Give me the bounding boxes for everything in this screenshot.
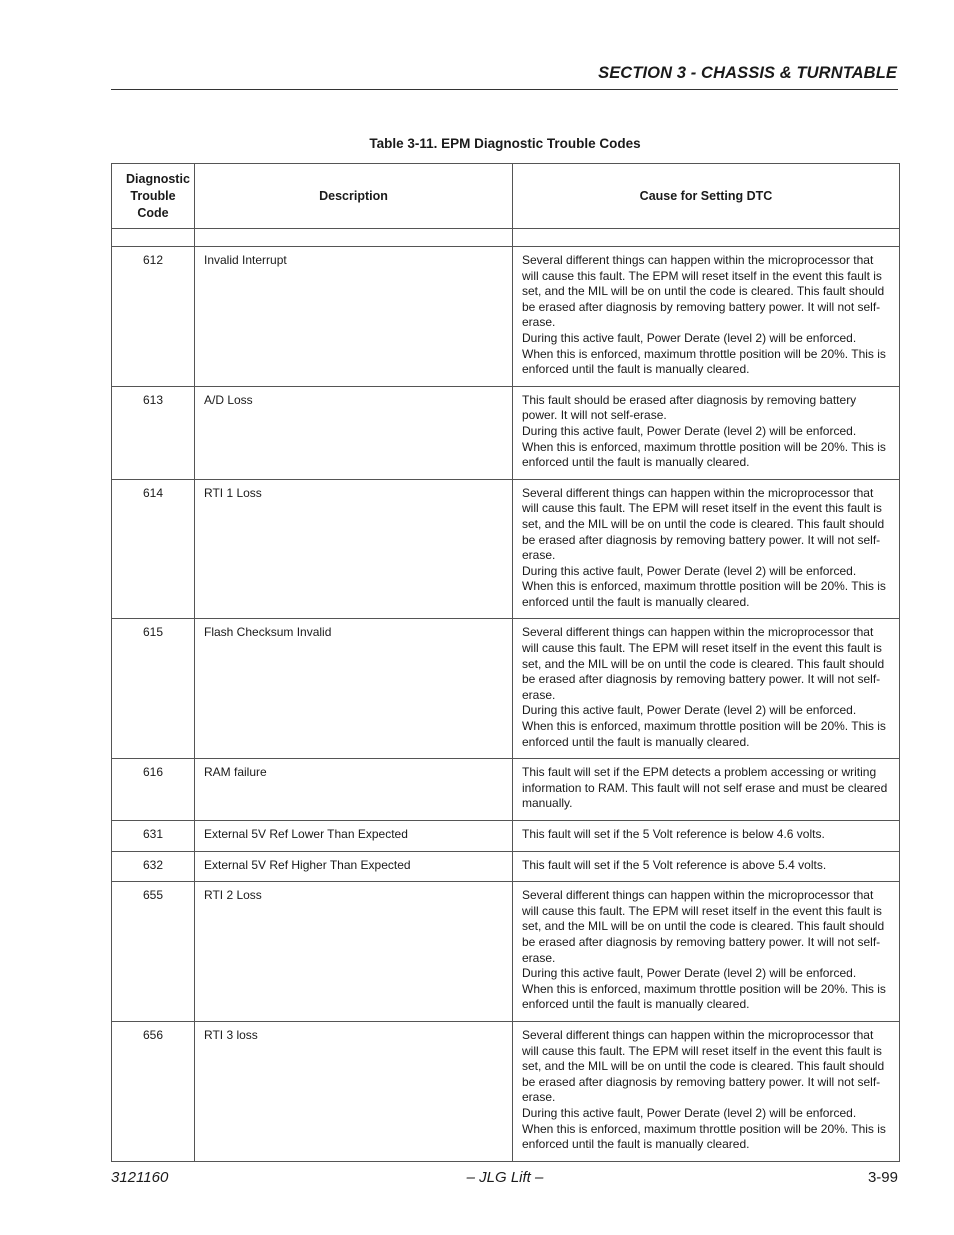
dtc-code-cell: 631 bbox=[112, 821, 195, 852]
cause-paragraph: This fault will set if the EPM detects a problem accessing or writing information to RAM. This fault will not self erase and must be cleared manually. bbox=[522, 765, 888, 811]
dtc-cause-cell bbox=[513, 851, 900, 882]
table-row bbox=[112, 882, 900, 1022]
dtc-cause-cell bbox=[513, 882, 900, 1022]
dtc-cause-cell bbox=[513, 386, 900, 479]
dtc-description-cell: RTI 1 Loss bbox=[195, 479, 513, 619]
header-rule bbox=[111, 89, 898, 90]
dtc-code-cell: 615 bbox=[112, 619, 195, 759]
dtc-cause-cell bbox=[513, 1021, 900, 1161]
dtc-code-cell: 655 bbox=[112, 882, 195, 1022]
page-number: 3-99 bbox=[867, 1169, 898, 1186]
table-row bbox=[112, 247, 900, 387]
dtc-description-cell: RTI 2 Loss bbox=[195, 882, 513, 1022]
footer-publisher: – JLG Lift – bbox=[466, 1169, 544, 1186]
table-row bbox=[112, 759, 900, 821]
cause-paragraph: During this active fault, Power Derate (level 2) will be enforced. When this is enforced, maximum throttle position will be 20%. This is enforced until the fault is manually cleared. bbox=[522, 1105, 886, 1152]
dtc-description-cell: Flash Checksum Invalid bbox=[195, 619, 513, 759]
table-row bbox=[112, 619, 900, 759]
dtc-cause-cell bbox=[513, 619, 900, 759]
dtc-cause-cell bbox=[513, 759, 900, 821]
cause-paragraph: During this active fault, Power Derate (level 2) will be enforced. When this is enforced, maximum throttle position will be 20%. This is enforced until the fault is manually cleared. bbox=[522, 703, 886, 749]
cause-paragraph: This fault should be erased after diagnosis by removing battery power. It will not self-erase. bbox=[522, 392, 857, 423]
section-title: SECTION 3 - CHASSIS & TURNTABLE bbox=[598, 64, 897, 82]
cause-paragraph: During this active fault, Power Derate (level 2) will be enforced. When this is enforced, maximum throttle position will be 20%. This is enforced until the fault is manually cleared. bbox=[522, 330, 886, 377]
table-row bbox=[112, 821, 900, 852]
cause-paragraph: This fault will set if the 5 Volt reference is below 4.6 volts. bbox=[522, 827, 825, 841]
dtc-description-cell: A/D Loss bbox=[195, 386, 513, 479]
table-row bbox=[112, 1021, 900, 1161]
table-row bbox=[112, 386, 900, 479]
dtc-cause-cell bbox=[513, 247, 900, 387]
dtc-description-cell: External 5V Ref Higher Than Expected bbox=[195, 851, 513, 882]
cause-paragraph: During this active fault, Power Derate (level 2) will be enforced. When this is enforced, maximum throttle position will be 20%. This is enforced until the fault is manually cleared. bbox=[522, 966, 886, 1012]
cause-paragraph: Several different things can happen within the microprocessor that will cause this fault. The EPM will reset itself in the event this fault is set, and the MIL will be on until the code is cleared. This fault should be erased after diagnosis by removing battery power. It will not self-erase. bbox=[522, 888, 885, 965]
dtc-code-cell: 614 bbox=[112, 479, 195, 619]
cause-paragraph: During this active fault, Power Derate (level 2) will be enforced. When this is enforced, maximum throttle position will be 20%. This is enforced until the fault is manually cleared. bbox=[522, 563, 886, 609]
dtc-code-cell: 656 bbox=[112, 1021, 195, 1161]
dtc-table bbox=[111, 163, 900, 1162]
dtc-cause-cell bbox=[513, 479, 900, 619]
dtc-code-cell: 612 bbox=[112, 247, 195, 387]
column-header-description: Description bbox=[195, 164, 513, 229]
table-row bbox=[112, 479, 900, 619]
dtc-description-cell: RTI 3 loss bbox=[195, 1021, 513, 1161]
document-number: 3121160 bbox=[111, 1169, 169, 1186]
table-header-row bbox=[112, 164, 900, 229]
dtc-cause-cell bbox=[513, 821, 900, 852]
cause-paragraph: This fault will set if the 5 Volt reference is above 5.4 volts. bbox=[522, 857, 827, 872]
cause-paragraph: Several different things can happen within the microprocessor that will cause this fault. The EPM will reset itself in the event this fault is set, and the MIL will be on until the code is cleared. This fault should be erased after diagnosis by removing battery power. It will not self-erase. bbox=[522, 253, 885, 330]
header-separator-row bbox=[112, 229, 900, 247]
table-title: Table 3-11. EPM Diagnostic Trouble Codes bbox=[369, 136, 641, 151]
dtc-code-cell: 616 bbox=[112, 759, 195, 821]
column-header-code: Diagnostic Trouble Code bbox=[112, 164, 195, 229]
column-header-cause: Cause for Setting DTC bbox=[513, 164, 900, 229]
cause-paragraph: Several different things can happen within the microprocessor that will cause this fault. The EPM will reset itself in the event this fault is set, and the MIL will be on until the code is cleared. This fault should be erased after diagnosis by removing battery power. It will not self-erase. bbox=[522, 1027, 885, 1105]
dtc-description-cell: Invalid Interrupt bbox=[195, 247, 513, 387]
dtc-description-cell: RAM failure bbox=[195, 759, 513, 821]
cause-paragraph: Several different things can happen within the microprocessor that will cause this fault. The EPM will reset itself in the event this fault is set, and the MIL will be on until the code is cleared. This fault should be erased after diagnosis by removing battery power. It will not self-erase. bbox=[522, 485, 885, 563]
cause-paragraph: During this active fault, Power Derate (level 2) will be enforced. When this is enforced, maximum throttle position will be 20%. This is enforced until the fault is manually cleared. bbox=[522, 423, 886, 470]
dtc-code-cell: 613 bbox=[112, 386, 195, 479]
table-row bbox=[112, 851, 900, 882]
dtc-description-cell: External 5V Ref Lower Than Expected bbox=[195, 821, 513, 852]
dtc-code-cell: 632 bbox=[112, 851, 195, 882]
cause-paragraph: Several different things can happen within the microprocessor that will cause this fault. The EPM will reset itself in the event this fault is set, and the MIL will be on until the code is cleared. This fault should be erased after diagnosis by removing battery power. It will not self-erase. bbox=[522, 625, 885, 702]
